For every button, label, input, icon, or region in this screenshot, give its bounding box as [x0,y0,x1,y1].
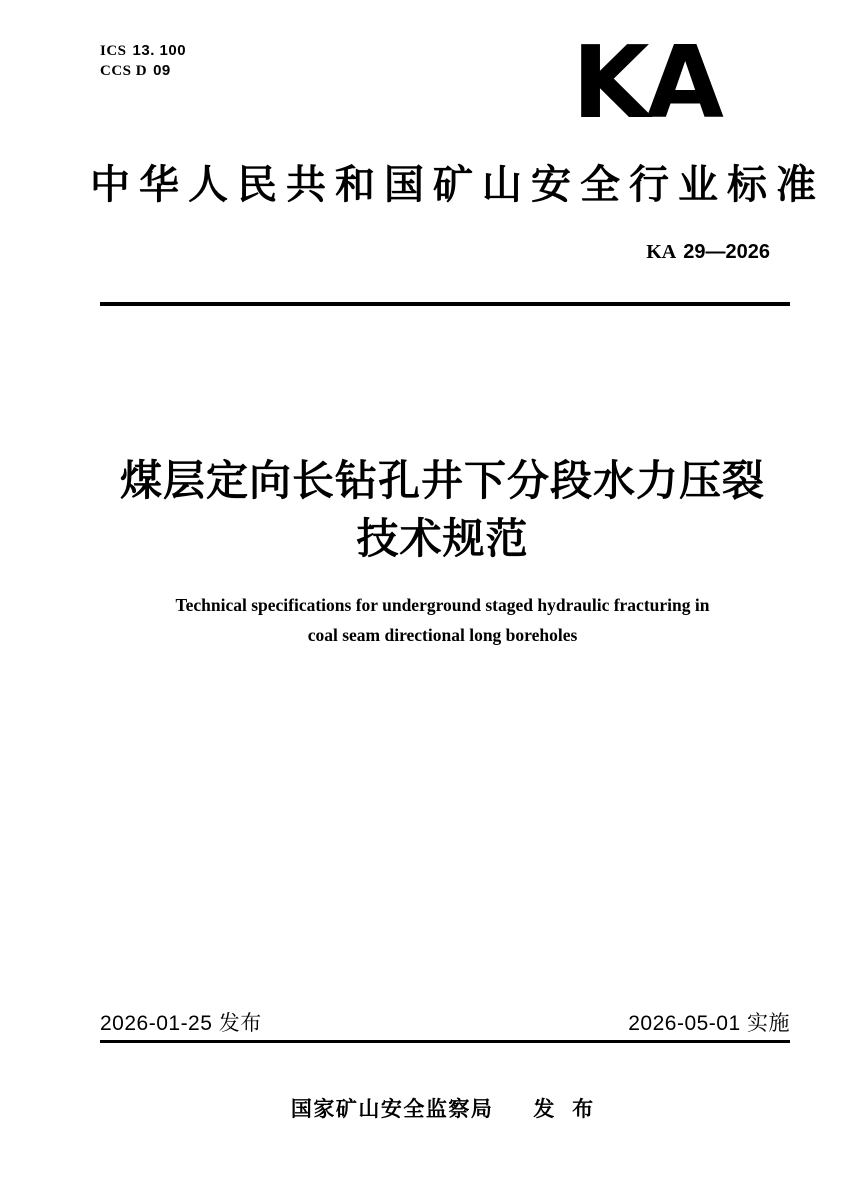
document-title-english [80,590,805,650]
standard-number-prefix: KA [646,241,677,263]
document-title-chinese-line2: 技术规范 [356,515,529,562]
standard-category-title: 中华人民共和国矿山安全行业标准 [90,163,825,207]
implementation-date: 2026-05-01 实施 [628,1012,790,1035]
ccs-value: 09 [153,62,171,79]
ccs-line [100,61,186,81]
classification-codes [100,41,186,81]
document-title-english-line1: Technical specifications for underground staged hydraulic fracturing in [175,595,710,615]
footer-rule [100,1040,790,1043]
standard-number [646,240,770,264]
document-title-english-line2: coal seam directional long boreholes [307,625,578,645]
publish-label: 发 布 [533,1098,600,1121]
ics-value: 13. 100 [132,42,187,59]
issue-date: 2026-01-25 发布 [100,1012,262,1035]
standard-number-value: 29—2026 [683,241,770,263]
publisher-name: 国家矿山安全监察局 [290,1098,494,1121]
ka-logo: KA [572,24,721,141]
document-title-chinese-line1: 煤层定向长钻孔井下分段水力压裂 [119,457,765,504]
ccs-label: CCS D [100,63,148,79]
ics-line [100,41,186,61]
header-rule [100,302,790,306]
ics-label: ICS [100,43,127,59]
document-title-chinese [80,452,805,568]
publisher-row [100,1097,790,1122]
dates-row [100,1011,790,1037]
